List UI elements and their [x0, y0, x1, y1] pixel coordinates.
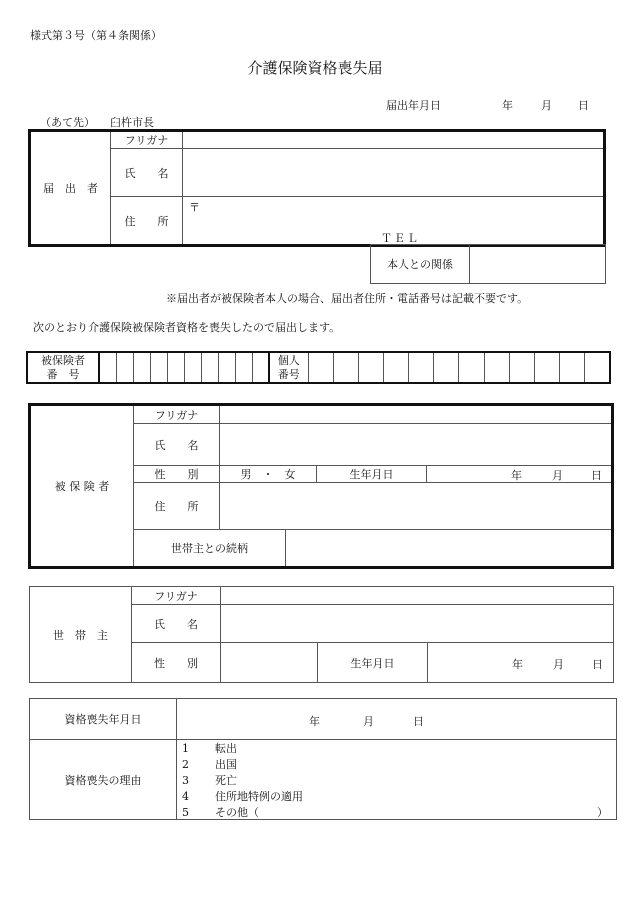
- householder-birth-month: 月: [553, 658, 564, 671]
- insured-furigana-label: フリガナ: [134, 405, 220, 424]
- addressee-label: （あて先）: [40, 116, 95, 129]
- date-month: 月: [541, 99, 552, 112]
- insured-number-digit[interactable]: [201, 352, 218, 383]
- householder-furigana-label: フリガナ: [132, 587, 221, 605]
- insured-number-digit[interactable]: [99, 352, 116, 383]
- notifier-relation-label: 本人との関係: [371, 245, 470, 284]
- date-year: 年: [502, 99, 513, 112]
- personal-number-digit[interactable]: [308, 352, 333, 383]
- householder-birth-field[interactable]: [428, 643, 614, 683]
- insured-birth-field[interactable]: [427, 466, 613, 483]
- householder-birth-year: 年: [512, 658, 523, 671]
- loss-date-day: 日: [413, 715, 424, 728]
- notifier-address-label: 住 所: [111, 197, 183, 246]
- insured-relation-field[interactable]: [286, 530, 613, 568]
- notifier-table: [28, 129, 606, 247]
- householder-birth-day: 日: [592, 658, 603, 671]
- householder-name-field[interactable]: [221, 605, 614, 643]
- insured-birth-label: 生年月日: [317, 466, 427, 483]
- reason-item[interactable]: 3 死亡: [182, 774, 237, 787]
- personal-number-digit[interactable]: [434, 352, 459, 383]
- insured-address-field[interactable]: [220, 483, 613, 530]
- notifier-furigana-field[interactable]: [183, 131, 605, 149]
- personal-number-digit[interactable]: [484, 352, 509, 383]
- notifier-furigana-label: フリガナ: [111, 131, 183, 149]
- reason-item[interactable]: 2 出国: [182, 758, 237, 771]
- insured-number-digit[interactable]: [235, 352, 252, 383]
- reason-item[interactable]: 4 住所地特例の適用: [182, 790, 303, 803]
- loss-date-year: 年: [309, 715, 320, 728]
- personal-number-digit[interactable]: [383, 352, 408, 383]
- personal-number-digit[interactable]: [459, 352, 484, 383]
- notifier-relation-table: [370, 244, 606, 284]
- postal-mark: 〒: [189, 201, 200, 214]
- tel-label: ＴＥＬ: [381, 232, 420, 245]
- insured-birth-day: 日: [591, 469, 602, 482]
- personal-number-digit[interactable]: [560, 352, 585, 383]
- notifier-name-label: 氏 名: [111, 149, 183, 197]
- reason-item[interactable]: 5 その他（: [182, 806, 259, 819]
- number-table: [26, 351, 611, 384]
- insured-number-label: 被保険者 番 号: [27, 352, 99, 383]
- insured-number-digit[interactable]: [167, 352, 184, 383]
- insured-name-field[interactable]: [220, 424, 613, 466]
- householder-name-label: 氏 名: [132, 605, 221, 643]
- loss-table: [29, 698, 617, 820]
- personal-number-label: 個人 番号: [269, 352, 308, 383]
- personal-number-digit[interactable]: [409, 352, 434, 383]
- date-label: 届出年月日: [386, 99, 441, 112]
- notifier-name-field[interactable]: [183, 149, 605, 197]
- insured-number-digit[interactable]: [252, 352, 269, 383]
- loss-date-field[interactable]: [177, 699, 617, 740]
- loss-reason-field[interactable]: [177, 740, 617, 820]
- notifier-relation-field[interactable]: [470, 245, 606, 284]
- notifier-address-field[interactable]: [183, 197, 605, 246]
- date-day: 日: [578, 99, 589, 112]
- reason-close-paren: ）: [597, 806, 608, 819]
- householder-gender-field[interactable]: [221, 643, 318, 683]
- personal-number-digit[interactable]: [534, 352, 559, 383]
- householder-gender-label: 性 別: [132, 643, 221, 683]
- insured-birth-month: 月: [552, 469, 563, 482]
- personal-number-digit[interactable]: [509, 352, 534, 383]
- personal-number-digit[interactable]: [358, 352, 383, 383]
- personal-number-digit[interactable]: [333, 352, 358, 383]
- page-title: 介護保険資格喪失届: [247, 59, 383, 77]
- insured-table: [28, 403, 614, 569]
- insured-number-digit[interactable]: [218, 352, 235, 383]
- notifier-note: ※届出者が被保険者本人の場合、届出者住所・電話番号は記載不要です。: [166, 292, 529, 305]
- loss-date-label: 資格喪失年月日: [30, 699, 177, 740]
- personal-number-digit[interactable]: [585, 352, 610, 383]
- householder-table: [29, 586, 614, 683]
- form-number: 様式第３号（第４条関係）: [30, 29, 162, 42]
- insured-section-label: 被 保 険 者: [30, 405, 134, 568]
- householder-birth-label: 生年月日: [318, 643, 428, 683]
- householder-furigana-field[interactable]: [221, 587, 614, 605]
- insured-address-label: 住 所: [134, 483, 220, 530]
- insured-number-digit[interactable]: [116, 352, 133, 383]
- insured-gender-label: 性 別: [134, 466, 220, 483]
- insured-birth-year: 年: [511, 469, 522, 482]
- insured-relation-label: 世帯主との続柄: [134, 530, 286, 568]
- loss-reason-label: 資格喪失の理由: [30, 740, 177, 820]
- addressee: 臼杵市長: [110, 116, 154, 129]
- insured-number-digit[interactable]: [150, 352, 167, 383]
- insured-gender-options[interactable]: 男 ・ 女: [220, 466, 317, 483]
- insured-number-digit[interactable]: [184, 352, 201, 383]
- notifier-section-label: 届 出 者: [30, 131, 111, 246]
- insured-number-digit[interactable]: [133, 352, 150, 383]
- statement: 次のとおり介護保険被保険者資格を喪失したので届出します。: [33, 321, 341, 334]
- reason-item[interactable]: 1 転出: [182, 742, 237, 755]
- insured-furigana-field[interactable]: [220, 405, 613, 424]
- loss-date-month: 月: [363, 715, 374, 728]
- householder-section-label: 世 帯 主: [30, 587, 132, 683]
- insured-name-label: 氏 名: [134, 424, 220, 466]
